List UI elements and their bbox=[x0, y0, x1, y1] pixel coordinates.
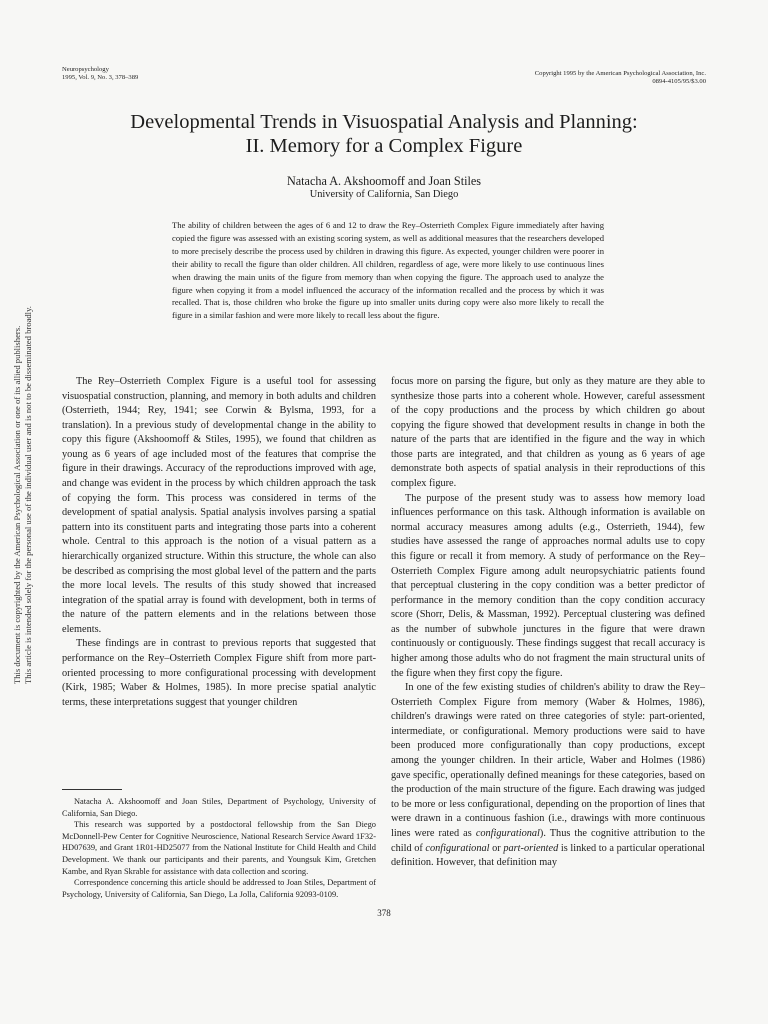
issn-code: 0894-4105/95/$3.00 bbox=[652, 77, 706, 85]
italic-term: configurational bbox=[475, 827, 540, 839]
sidebar-line-2: This article is intended solely for the personal use of the individual user and is not to be disseminated broadly. bbox=[23, 306, 33, 684]
italic-term: configurational bbox=[425, 842, 490, 854]
author-footnotes bbox=[62, 796, 376, 900]
body-column-right bbox=[391, 375, 705, 871]
journal-header bbox=[62, 66, 138, 81]
body-paragraph: The Rey–Osterrieth Complex Figure is a useful tool for assessing visuospatial construction, planning, and memory in both adults and children (Osterrieth, 1944; Rey, 1941; see Corwin & Bylsma, 1993, for a translation). In a previous study of developmental change in the ability to copy this figure (Akshoomoff & Stiles, 1995), we found that children as young as 6 years of age included most of the features that comprise the figure in their drawings. Accuracy of the reproductions improved with age, and change was evident in the process by which children approach the task of copying the form. This process was considered in terms of the development of spatial analysis. Spatial analysis involves parsing a spatial pattern into its constituent parts and integrating those parts into a coherent whole. Central to this approach is the notion of a visual pattern as a hierarchically organized structure. Within this structure, the whole can also be described as comprising the most global level of the pattern and the parts the more local levels. The results of this study showed that increased integration of the spatial array is found with development, both in terms of the nature of the pattern elements and in the relations between those elements. bbox=[62, 376, 376, 635]
journal-name: Neuropsychology bbox=[62, 66, 109, 73]
copyright-header bbox=[535, 70, 706, 85]
page-number: 378 bbox=[377, 908, 391, 918]
abstract: The ability of children between the ages of 6 and 12 to draw the Rey–Osterrieth Complex Figure immediately after having copied the figure was assessed with an existing scoring system, as well as additional measures that the researchers developed to more precisely describe the process used by children in drawing this figure. As expected, younger children were poorer in their ability to recall the figure than older children. All children, regardless of age, were more likely to use continuous lines when drawing the main units of the figure from memory than when copying the figure. The approach used to analyze the figure when copying it from a model influenced the accuracy of the information recalled and the process by which it was recalled. That is, those children who broke the figure up into smaller units during copy were also more likely to recall the figure in a similar fashion and were more likely to recall less about the figure. bbox=[172, 220, 604, 321]
body-column-left bbox=[62, 375, 376, 710]
text-run: or bbox=[489, 842, 504, 854]
title-line-2: II. Memory for a Complex Figure bbox=[245, 135, 523, 157]
copyright-notice: Copyright 1995 by the American Psychological Association, Inc. bbox=[534, 70, 706, 77]
footnote: Correspondence concerning this article should be addressed to Joan Stiles, Department of Psychology, University of California, San Diego, La Jolla, California 92093-0109. bbox=[62, 878, 376, 899]
sidebar-line-1: This document is copyrighted by the American Psychological Association or one of its allied publishers. bbox=[12, 325, 22, 684]
title-line-1: Developmental Trends in Visuospatial Analysis and Planning: bbox=[130, 111, 638, 133]
text-run: ). Thus the cognitive attribution to the child of bbox=[391, 827, 705, 854]
text-run: is linked to a particular operational definition. However, that definition may bbox=[391, 842, 705, 869]
author-list: Natacha A. Akshoomoff and Joan Stiles bbox=[286, 174, 482, 188]
body-paragraph bbox=[391, 681, 705, 871]
copyright-sidebar bbox=[12, 0, 34, 684]
body-paragraph: The purpose of the present study was to assess how memory load influences performance on this task. Although information is available on normal accuracy measures among adults (e.g., Osterrieth, 1944), few studies have assessed the range of approaches normal adults use to copy this figure or recall it from memory. A study of performance on the Rey–Osterrieth Complex Figure among adult neuropsychiatric patients found that perceptual clustering in the copy condition was a better predictor of performance in the memory condition than the copy condition accuracy score (Shorr, Delis, & Massman, 1992). Perceptual clustering was defined as the number of subwhole junctures in the figure that were drawn continuously or contiguously. These findings suggest that recall accuracy is higher among those adults who do not fragment the main structural units of the figure when they first copy the figure. bbox=[391, 492, 705, 679]
footnote-rule bbox=[62, 789, 122, 790]
journal-volume: 1995, Vol. 9, No. 3, 378–389 bbox=[62, 73, 139, 81]
author-affiliation: University of California, San Diego bbox=[309, 189, 459, 200]
body-paragraph: focus more on parsing the figure, but only as they mature are they able to synthesize those parts into a coherent whole. However, careful assessment of the copy productions and the process by which children go about copying the figure showed that development results in change in both the nature of the parts that are identified in the figure and the way in which those parts are integrated, and that children as young as 6 years of age demonstrate both aspects of spatial analysis in their reproductions of this complex figure. bbox=[391, 376, 705, 490]
article-title bbox=[0, 110, 768, 158]
italic-term: part-oriented bbox=[503, 842, 559, 854]
text-run: In one of the few existing studies of children's ability to draw the Rey–Osterrieth Complex Figure from memory (Waber & Holmes, 1986), children's drawings were rated on three categories of style: part-oriented, intermediate, or configurational. Memory productions were said to have been produced more configurationally than copy productions, except among the younger children. In their article, Waber and Holmes (1986) gave specific, operationally defined meanings for these categories, based on the production of the main structure of the figure. Each drawing was judged to be more or less configurational, depending on the proportion of lines that were drawn in a continuous fashion (i.e., drawings with more continuous lines were rated as bbox=[391, 682, 705, 839]
footnote: Natacha A. Akshoomoff and Joan Stiles, Department of Psychology, University of California, San Diego. bbox=[62, 797, 376, 818]
footnote: This research was supported by a postdoctoral fellowship from the San Diego McDonnell-Pew Center for Cognitive Neuroscience, National Research Service Award 1F32-HD07639, and Grant 1R01-HD25077 from the National Institute for Child Health and Child Development. We thank our participants and their parents, and Youngsuk Kim, Gretchen Kambe, and Ryan Skrable for assistance with data collection and scoring. bbox=[62, 820, 376, 876]
body-paragraph: These findings are in contrast to previous reports that suggested that performance on the Rey–Osterrieth Complex Figure shift from more part-oriented processing to more configurational processing with development (Kirk, 1985; Waber & Holmes, 1985). In more precise spatial analytic terms, these interpretations suggest that younger children bbox=[62, 638, 376, 708]
